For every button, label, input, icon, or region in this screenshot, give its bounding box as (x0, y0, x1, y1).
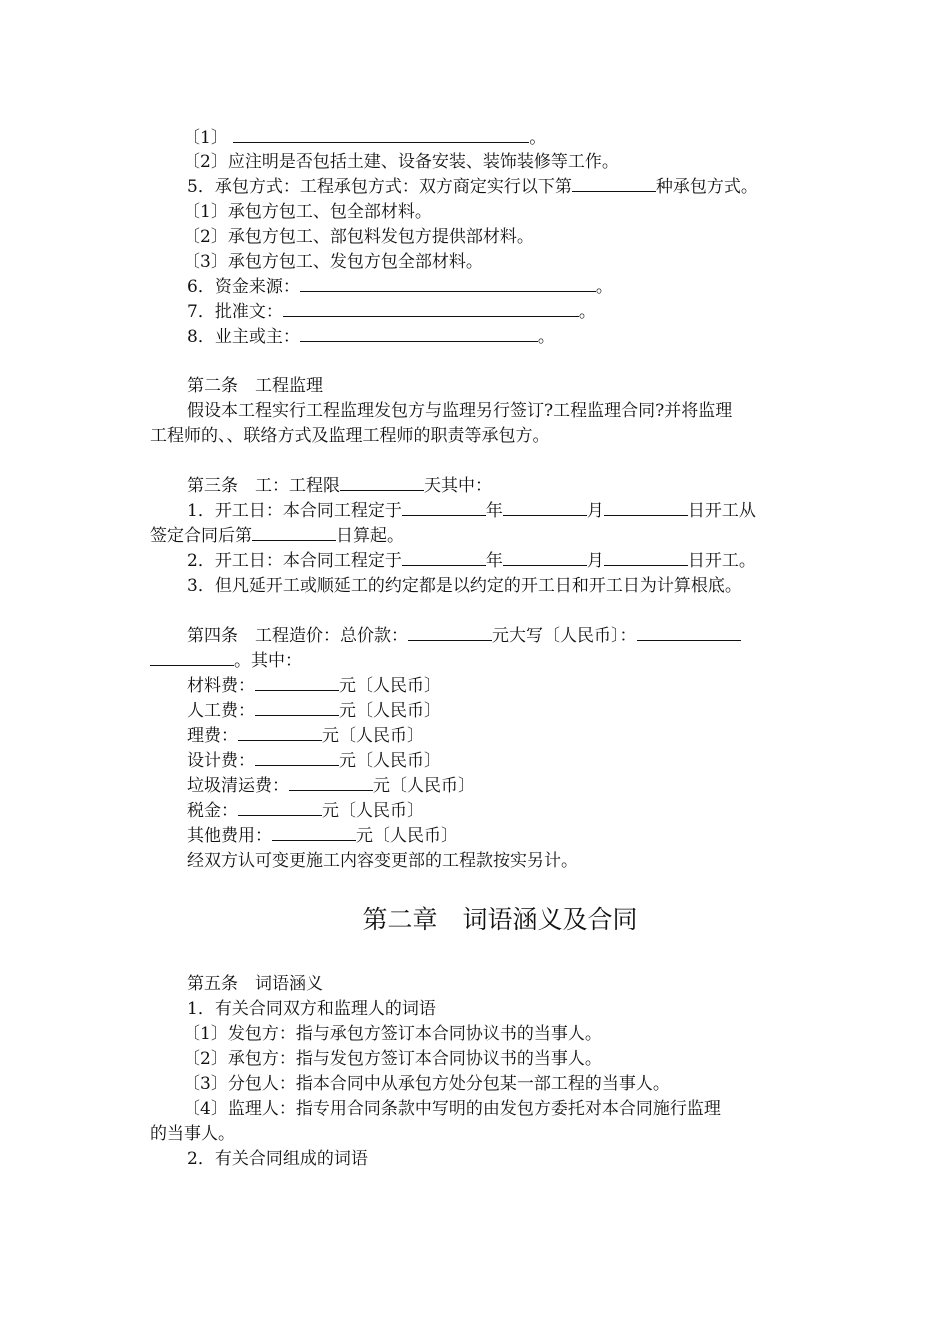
term-supervisor: 〔4〕监理人：指专用合同条款中写明的由发包方委托对本合同施行监理 (183, 1099, 721, 1119)
blank-field (604, 549, 688, 566)
start-date-label: 1．开工日：本合同工程定于 (187, 501, 402, 521)
blank-field (300, 275, 596, 292)
terms-heading-1: 1．有关合同双方和监理人的词语 (187, 999, 436, 1019)
chapter-title: 第二章 词语涵义及合同 (362, 905, 638, 934)
day-count-label: 签定合同后第 (150, 526, 252, 546)
fee-labor-label: 人工费： (187, 701, 255, 721)
blank-field (408, 624, 492, 641)
article-5-title: 第五条 词语涵义 (187, 974, 323, 994)
total-price-label: 第四条 工程造价：总价款： (187, 626, 408, 646)
article-3-title (187, 474, 812, 498)
blank-field (233, 126, 529, 143)
fee-other-line (187, 824, 812, 848)
fee-labor-line (187, 699, 812, 723)
blank-field (150, 649, 234, 666)
blank-field (503, 549, 587, 566)
fee-unit: 元〔人民币〕 (373, 776, 475, 796)
fee-garbage-line (187, 774, 812, 798)
fee-unit: 元〔人民币〕 (322, 801, 424, 821)
uppercase-amount-label: 元大写〔人民币〕： (492, 626, 637, 646)
punct: 。 (537, 327, 555, 347)
blank-field (238, 724, 322, 741)
terms-heading-2: 2．有关合同组成的词语 (187, 1149, 368, 1169)
fee-tax-line (187, 799, 812, 823)
owner-line (187, 325, 812, 349)
article-2-title: 第二条 工程监理 (187, 376, 323, 396)
article-3-suffix: 天其中： (424, 476, 492, 496)
fee-design-label: 设计费： (187, 751, 255, 771)
contract-mode-line (187, 175, 812, 199)
blank-field (402, 549, 486, 566)
blank-field (289, 774, 373, 791)
punct: 。 (529, 128, 547, 148)
item-2-line: 〔2〕应注明是否包括土建、设备安装、装饰装修等工作。 (183, 152, 619, 172)
fee-material-label: 材料费： (187, 676, 255, 696)
month-label: 月 (586, 501, 604, 521)
article-4-title-cont (150, 649, 810, 673)
delay-clause: 3．但凡延开工或顺延工的约定都是以约定的开工日和开工日为计算根底。 (187, 576, 742, 596)
start-date-line-cont (150, 524, 810, 548)
end-date-line (187, 549, 812, 573)
among-label: 。其中： (234, 651, 302, 671)
fee-unit: 元〔人民币〕 (339, 751, 441, 771)
blank-field (255, 674, 339, 691)
month-label: 月 (586, 551, 604, 571)
fee-other-label: 其他费用： (187, 826, 272, 846)
start-date-line (187, 499, 812, 523)
fee-unit: 元〔人民币〕 (339, 701, 441, 721)
approval-line (187, 300, 812, 324)
blank-field (238, 799, 322, 816)
blank-field (300, 325, 538, 342)
fee-unit: 元〔人民币〕 (339, 676, 441, 696)
blank-field (255, 699, 339, 716)
blank-field (340, 474, 424, 491)
term-subcontractor: 〔3〕分包人：指本合同中从承包方处分包某一部工程的当事人。 (183, 1074, 670, 1094)
mode-option-2: 〔2〕承包方包工、部包料发包方提供部材料。 (183, 227, 534, 247)
punct: 。 (595, 277, 613, 297)
end-date-label: 2．开工日：本合同工程定于 (187, 551, 402, 571)
blank-field (272, 824, 356, 841)
fee-manage-label: 理费： (187, 726, 238, 746)
start-date-suffix: 日开工从 (687, 501, 756, 521)
term-employer: 〔1〕发包方：指与承包方签订本合同协议书的当事人。 (183, 1024, 602, 1044)
end-date-suffix: 日开工。 (687, 551, 756, 571)
approval-label: 7．批准文： (187, 302, 283, 322)
fee-tax-label: 税金： (187, 801, 238, 821)
term-supervisor-cont: 的当事人。 (150, 1124, 235, 1144)
blank-field (402, 499, 486, 516)
term-contractor: 〔2〕承包方：指与发包方签订本合同协议书的当事人。 (183, 1049, 602, 1069)
blank-field (252, 524, 336, 541)
mode-option-3: 〔3〕承包方包工、发包方包全部材料。 (183, 252, 483, 272)
blank-field (604, 499, 688, 516)
funding-line (187, 275, 812, 299)
funding-label: 6．资金来源： (187, 277, 300, 297)
fee-manage-line (187, 724, 812, 748)
article-4-title (187, 624, 812, 648)
year-label: 年 (485, 551, 503, 571)
fee-design-line (187, 749, 812, 773)
blank-field (255, 749, 339, 766)
change-clause: 经双方认可变更施工内容变更部的工程款按实另计。 (187, 851, 578, 871)
day-count-suffix: 日算起。 (336, 526, 404, 546)
blank-field (637, 624, 741, 641)
article-2-text-2: 工程师的、、联络方式及监理工程师的职责等承包方。 (150, 426, 550, 446)
mode-option-1: 〔1〕承包方包工、包全部材料。 (183, 202, 432, 222)
blank-field (572, 175, 656, 192)
blank-field (503, 499, 587, 516)
fee-unit: 元〔人民币〕 (322, 726, 424, 746)
item-1-line (183, 126, 843, 150)
contract-mode-label: 5．承包方式：工程承包方式：双方商定实行以下第 (187, 177, 572, 197)
article-3-label: 第三条 工：工程限 (187, 476, 340, 496)
year-label: 年 (485, 501, 503, 521)
article-2-text-1: 假设本工程实行工程监理发包方与监理另行签订?工程监理合同?并将监理 (187, 401, 733, 421)
owner-label: 8．业主或主： (187, 327, 300, 347)
fee-garbage-label: 垃圾清运费： (187, 776, 289, 796)
contract-mode-suffix: 种承包方式。 (655, 177, 758, 197)
punct: 。 (578, 302, 596, 322)
blank-field (283, 300, 579, 317)
item-1-label: 〔1〕 (183, 128, 228, 148)
fee-unit: 元〔人民币〕 (356, 826, 458, 846)
fee-material-line (187, 674, 812, 698)
